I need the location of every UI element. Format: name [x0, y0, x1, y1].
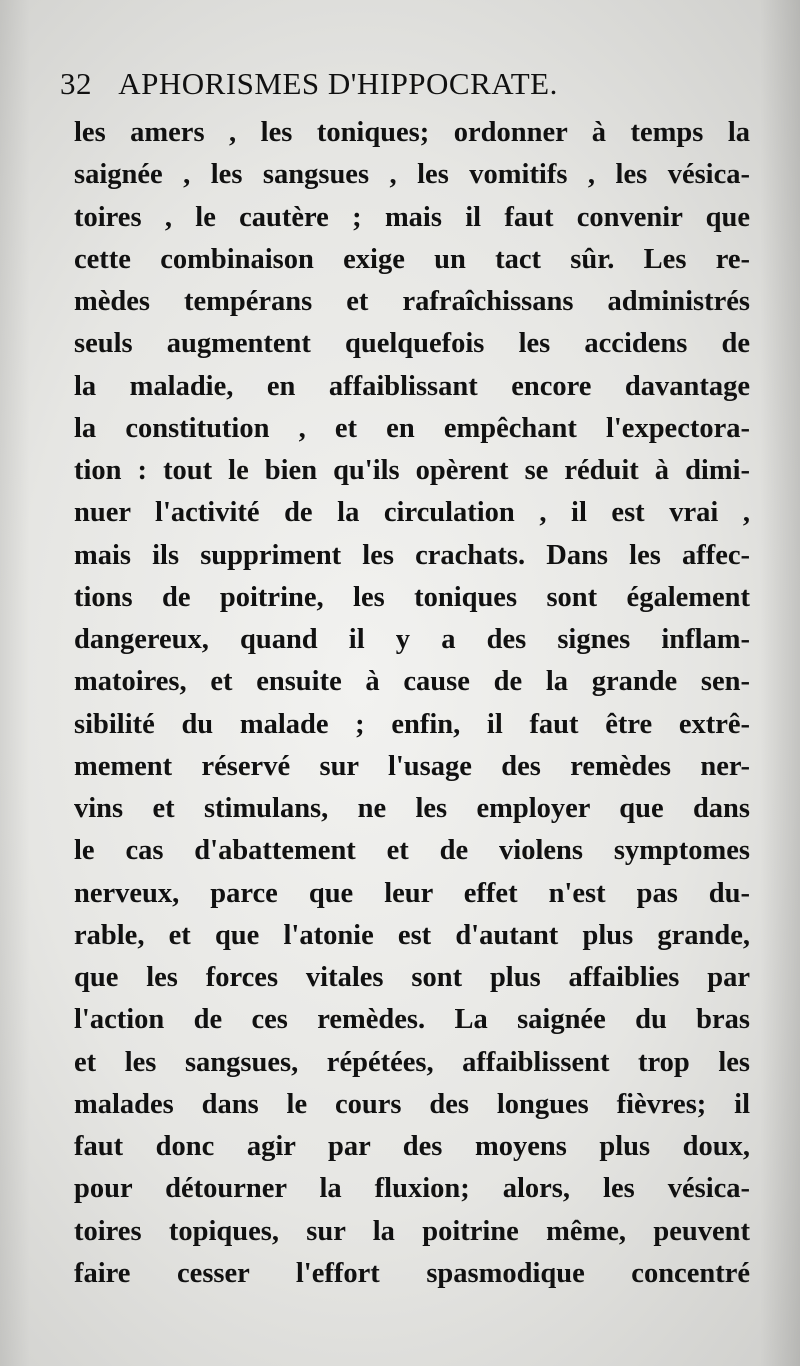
page-number: 32: [60, 66, 92, 101]
body-text: [74, 112, 750, 1295]
text-line: mais ils suppriment les crachats. Dans les affec-: [74, 539, 750, 571]
text-line: saignée , les sangsues , les vomitifs , les vésica-: [74, 159, 750, 191]
text-line: mement réservé sur l'usage des remèdes ner-: [74, 750, 750, 782]
text-line: et les sangsues, répétées, affaiblissent trop les: [74, 1046, 750, 1078]
text-line: tions de poitrine, les toniques sont également: [74, 581, 750, 613]
text-line: nuer l'activité de la circulation , il est vrai ,: [74, 497, 750, 529]
text-line: vins et stimulans, ne les employer que dans: [74, 793, 750, 824]
page-shadow-right: [760, 0, 800, 1366]
text-line: sibilité du malade ; enfin, il faut être extrê-: [74, 708, 750, 740]
text-line: faire cesser l'effort spasmodique concentré: [74, 1257, 750, 1289]
text-line: rable, et que l'atonie est d'autant plus grande,: [74, 919, 750, 951]
text-line: tion : tout le bien qu'ils opèrent se réduit à dimi-: [74, 455, 750, 486]
text-line: mèdes tempérans et rafraîchissans administrés: [74, 286, 750, 317]
text-line: le cas d'abattement et de violens symptomes: [74, 835, 750, 867]
text-line: la constitution , et en empêchant l'expectora-: [74, 412, 750, 444]
page-shadow-left: [0, 0, 30, 1366]
text-line: pour détourner la fluxion; alors, les vésica-: [74, 1173, 750, 1205]
text-line: que les forces vitales sont plus affaiblies par: [74, 962, 750, 993]
text-line: seuls augmentent quelquefois les accidens de: [74, 328, 750, 360]
text-line: les amers , les toniques; ordonner à temps la: [74, 117, 750, 148]
running-title: APHORISMES D'HIPPOCRATE.: [118, 66, 558, 101]
text-line: faut donc agir par des moyens plus doux,: [74, 1131, 750, 1162]
running-head: [60, 62, 750, 106]
text-line: malades dans le cours des longues fièvres; il: [74, 1088, 750, 1120]
text-line: matoires, et ensuite à cause de la grande sen-: [74, 666, 750, 698]
text-line: cette combinaison exige un tact sûr. Les re-: [74, 243, 750, 275]
text-line: toires topiques, sur la poitrine même, peuvent: [74, 1215, 750, 1247]
text-line: nerveux, parce que leur effet n'est pas du-: [74, 877, 750, 909]
text-line: la maladie, en affaiblissant encore davantage: [74, 370, 750, 402]
text-line: toires , le cautère ; mais il faut convenir que: [74, 201, 750, 233]
text-line: l'action de ces remèdes. La saignée du bras: [74, 1004, 750, 1036]
text-line: dangereux, quand il y a des signes inflam-: [74, 624, 750, 655]
